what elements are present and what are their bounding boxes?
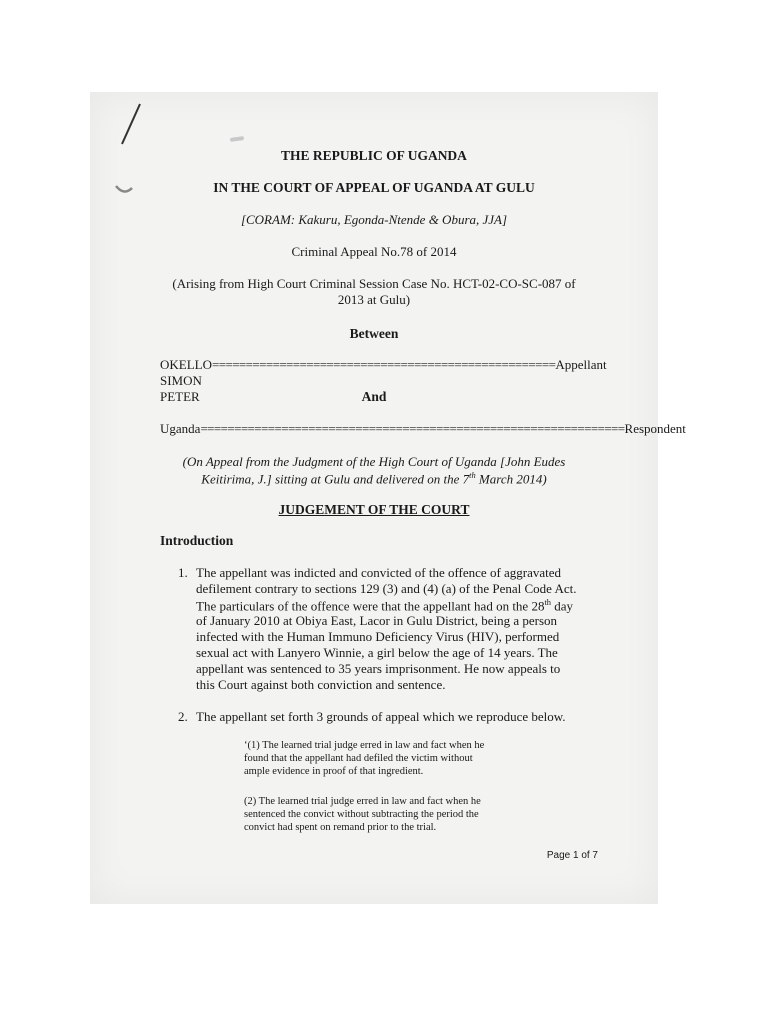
ground-2-line: sentenced the convict without subtracting the period the — [244, 809, 479, 820]
appeal-from-line-2: Keitirima, J.] sitting at Gulu and delivered on the 7th March 2014) — [201, 470, 547, 487]
and-label: And — [361, 389, 387, 404]
paragraph-1-line: infected with the Human Immuno Deficiency Virus (HIV), performed — [196, 629, 560, 644]
republic-heading: THE REPUBLIC OF UGANDA — [281, 148, 467, 163]
respondent-name: Uganda — [160, 421, 201, 436]
court-heading: IN THE COURT OF APPEAL OF UGANDA AT GULU — [213, 180, 535, 195]
paragraph-1-line: sexual act with Lanyero Winnie, a girl below the age of 14 years. The — [196, 645, 558, 660]
judgement-title: JUDGEMENT OF THE COURT — [278, 502, 470, 517]
respondent-fill: =============================================================== — [200, 421, 625, 436]
pen-mark-graphic — [110, 100, 150, 150]
page-number: Page 1 of 7 — [546, 850, 598, 861]
arising-line-1: (Arising from High Court Criminal Session Case No. HCT-02-CO-SC-087 of — [172, 276, 576, 291]
paragraph-1-line: of January 2010 at Obiya East, Lacor in Gulu District, being a person — [196, 613, 558, 628]
introduction-heading: Introduction — [160, 533, 234, 548]
paragraph-1-number: 1. — [178, 565, 188, 580]
appeal-from-line-1: (On Appeal from the Judgment of the High Court of Uganda [John Eudes — [182, 454, 566, 469]
paragraph-2-text: The appellant set forth 3 grounds of appeal which we reproduce below. — [196, 709, 566, 724]
appellant-role: Appellant — [555, 357, 607, 372]
case-number: Criminal Appeal No.78 of 2014 — [291, 244, 457, 259]
document-page — [90, 92, 686, 904]
paragraph-1-line: this Court against both conviction and sentence. — [196, 677, 446, 692]
paragraph-1-line: The appellant was indicted and convicted of the offence of aggravated — [196, 565, 562, 580]
arising-line-2: 2013 at Gulu) — [337, 292, 411, 307]
paragraph-1-line: defilement contrary to sections 129 (3) and (4) (a) of the Penal Code Act. — [196, 581, 577, 596]
appellant-name: OKELLO SIMON PETER — [160, 357, 212, 404]
ground-1-line: ‘(1) The learned trial judge erred in law and fact when he — [244, 740, 485, 751]
smudge-mark — [230, 136, 244, 142]
paragraph-1-line: appellant was sentenced to 35 years imprisonment. He now appeals to — [196, 661, 561, 676]
ground-1-line: found that the appellant had defiled the victim without — [244, 753, 473, 764]
paragraph-2-number: 2. — [178, 709, 188, 724]
appellant-fill: =================================================== — [212, 357, 556, 372]
between-label: Between — [349, 326, 399, 341]
ground-1-line: ample evidence in proof of that ingredient. — [244, 766, 424, 777]
respondent-role: Respondent — [624, 421, 686, 436]
ground-2-line: (2) The learned trial judge erred in law and fact when he — [244, 796, 481, 807]
respondent-line — [160, 421, 686, 437]
ground-2-line: convict had spent on remand prior to the trial. — [244, 822, 437, 833]
paragraph-1-line: The particulars of the offence were that the appellant had on the 28th day — [196, 597, 574, 614]
coram-line: [CORAM: Kakuru, Egonda-Ntende & Obura, JJA] — [240, 212, 508, 227]
